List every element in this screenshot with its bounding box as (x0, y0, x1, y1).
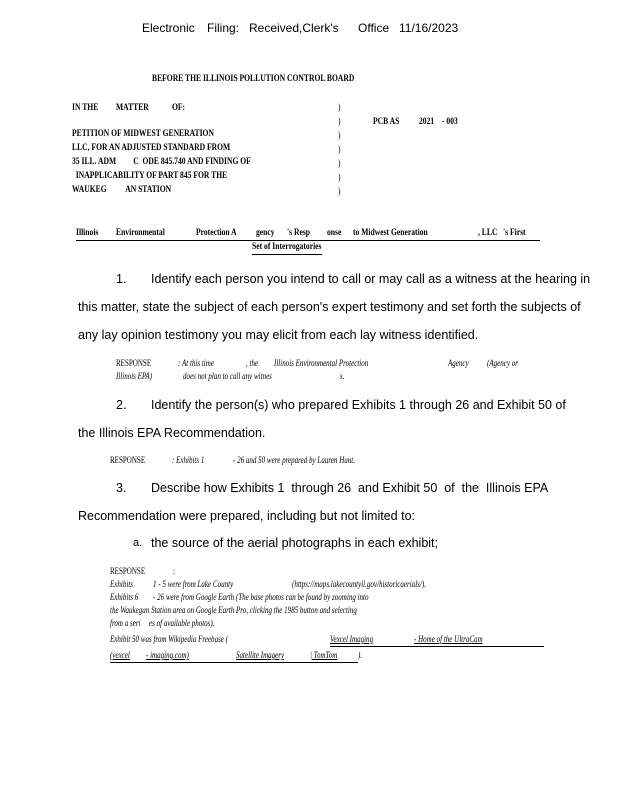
title-underline (252, 254, 322, 255)
caption-paren: ) (338, 187, 341, 197)
r2-label: RESPONSE (110, 455, 146, 465)
r1-text: , the (246, 358, 259, 368)
q3a-text: the source of the aerial photographs in each exhibit; (151, 536, 438, 550)
r1-text: : At this time (178, 358, 214, 368)
stamp-label-office: Office (358, 21, 390, 35)
r1-text: Agency (448, 358, 469, 368)
q2-line1: Identify the person(s) who prepared Exhibits 1 through 26 and Exhibit 50 of (151, 398, 566, 412)
r3a-link[interactable]: | TomTom (310, 650, 338, 660)
caption-line: PETITION OF MIDWEST GENERATION (72, 129, 214, 139)
q2-number: 2. (116, 398, 127, 412)
link-underline (330, 646, 544, 647)
title-part: to Midwest Generation (353, 228, 428, 238)
r1-text: Illinois EPA) (116, 371, 152, 381)
q1-line3: any lay opinion testimony you may elicit from each lay witness identified. (78, 328, 479, 342)
board-title: BEFORE THE ILLINOIS POLLUTION CONTROL BOARD (152, 74, 355, 84)
stamp-label-filing: Filing: (207, 21, 240, 35)
q3a-letter: a. (133, 537, 143, 549)
stamp-label-received: Received,Clerk's (249, 21, 339, 35)
caption-paren: ) (338, 117, 341, 127)
q1-line2: this matter, state the subject of each person's expert testimony and set forth the subjects of (78, 300, 581, 314)
r3a-link[interactable]: (vexcel (110, 650, 130, 660)
caption-of: OF: (172, 103, 186, 113)
title-part: , LLC (478, 228, 498, 238)
r3a-text: 1 - 5 were from Lake County (153, 579, 234, 589)
title-part: onse (327, 228, 342, 238)
r2-text: : Exhibits 1 (172, 455, 205, 465)
r3a-link[interactable]: - Home of the UltraCam (414, 634, 483, 644)
r3a-link[interactable]: - imaging.com) (146, 650, 189, 660)
r1-text: (Agency or (487, 358, 518, 368)
q3-number: 3. (116, 481, 127, 495)
caption-line: 35 ILL. ADM C ODE 845.740 AND FINDING OF (72, 157, 251, 167)
r3a-text: Exhibits 6 (110, 592, 139, 602)
title-part: Environmental (116, 228, 165, 238)
caption-paren: ) (338, 131, 341, 141)
r3a-text: (https://maps.lakecountyil.gov/historicaerials/). (292, 579, 426, 589)
title-part: 's Resp (287, 228, 311, 238)
r3a-label: RESPONSE (110, 566, 146, 576)
r3a-link[interactable]: Vexcel Imaging (330, 634, 374, 644)
case-year: 2021 (419, 117, 435, 127)
r3a-text: ). (358, 650, 363, 660)
r3a-text: from a seri (110, 618, 141, 628)
caption-paren: ) (338, 173, 341, 183)
caption-line: LLC, FOR AN ADJUSTED STANDARD FROM (72, 143, 231, 153)
link-underline (110, 662, 358, 663)
title-part: gency (256, 228, 275, 238)
q1-line1: Identify each person you intend to call or may call as a witness at the hearing in (151, 272, 591, 286)
stamp-label-electronic: Electronic (142, 21, 195, 35)
q3-line1: Describe how Exhibits 1 through 26 and Exhibit 50 of the Illinois EPA (151, 481, 549, 495)
r3a-text: the Waukegan Station area on Google Earth Pro, clicking the 1985 button and selecting (110, 605, 357, 615)
r3a-text: Exhibit 50 was from Wikipedia Freebase ( (110, 634, 229, 644)
r3a-link[interactable]: Satellite Imagery (236, 650, 285, 660)
r1-label: RESPONSE (116, 358, 152, 368)
title-part: 's First (503, 228, 526, 238)
caption-in-the: IN THE (72, 103, 99, 113)
caption-paren: ) (338, 145, 341, 155)
r3a-text: Exhibits (110, 579, 134, 589)
title-underline (76, 240, 540, 241)
caption-matter: MATTER (116, 103, 149, 113)
title-part: Illinois (76, 228, 99, 238)
q3-line2: Recommendation were prepared, including but not limited to: (78, 509, 415, 523)
title-part: Protection A (196, 228, 237, 238)
r3a-colon: : (173, 566, 175, 576)
r3a-text: es of available photos). (149, 618, 215, 628)
case-number: - 003 (442, 117, 458, 127)
title-line2: Set of Interrogatories (252, 242, 322, 252)
q2-line2: the Illinois EPA Recommendation. (78, 426, 266, 440)
case-label: PCB AS (373, 117, 400, 127)
r2-text: - 26 and 50 were prepared by Lauren Hunt. (233, 455, 355, 465)
q1-number: 1. (116, 272, 127, 286)
r1-text: s. (340, 371, 345, 381)
caption-paren: ) (338, 103, 341, 113)
caption-line: INAPPLICABILITY OF PART 845 FOR THE (72, 171, 228, 181)
caption-paren: ) (338, 159, 341, 169)
caption-line: WAUKEG AN STATION (72, 185, 172, 195)
r1-text: does not plan to call any witnes (183, 371, 272, 381)
stamp-date: 11/16/2023 (399, 21, 459, 35)
r1-text: Illinois Environmental Protection (274, 358, 369, 368)
r3a-text: - 26 were from Google Earth (The base photos can be found by zooming into (153, 592, 369, 602)
